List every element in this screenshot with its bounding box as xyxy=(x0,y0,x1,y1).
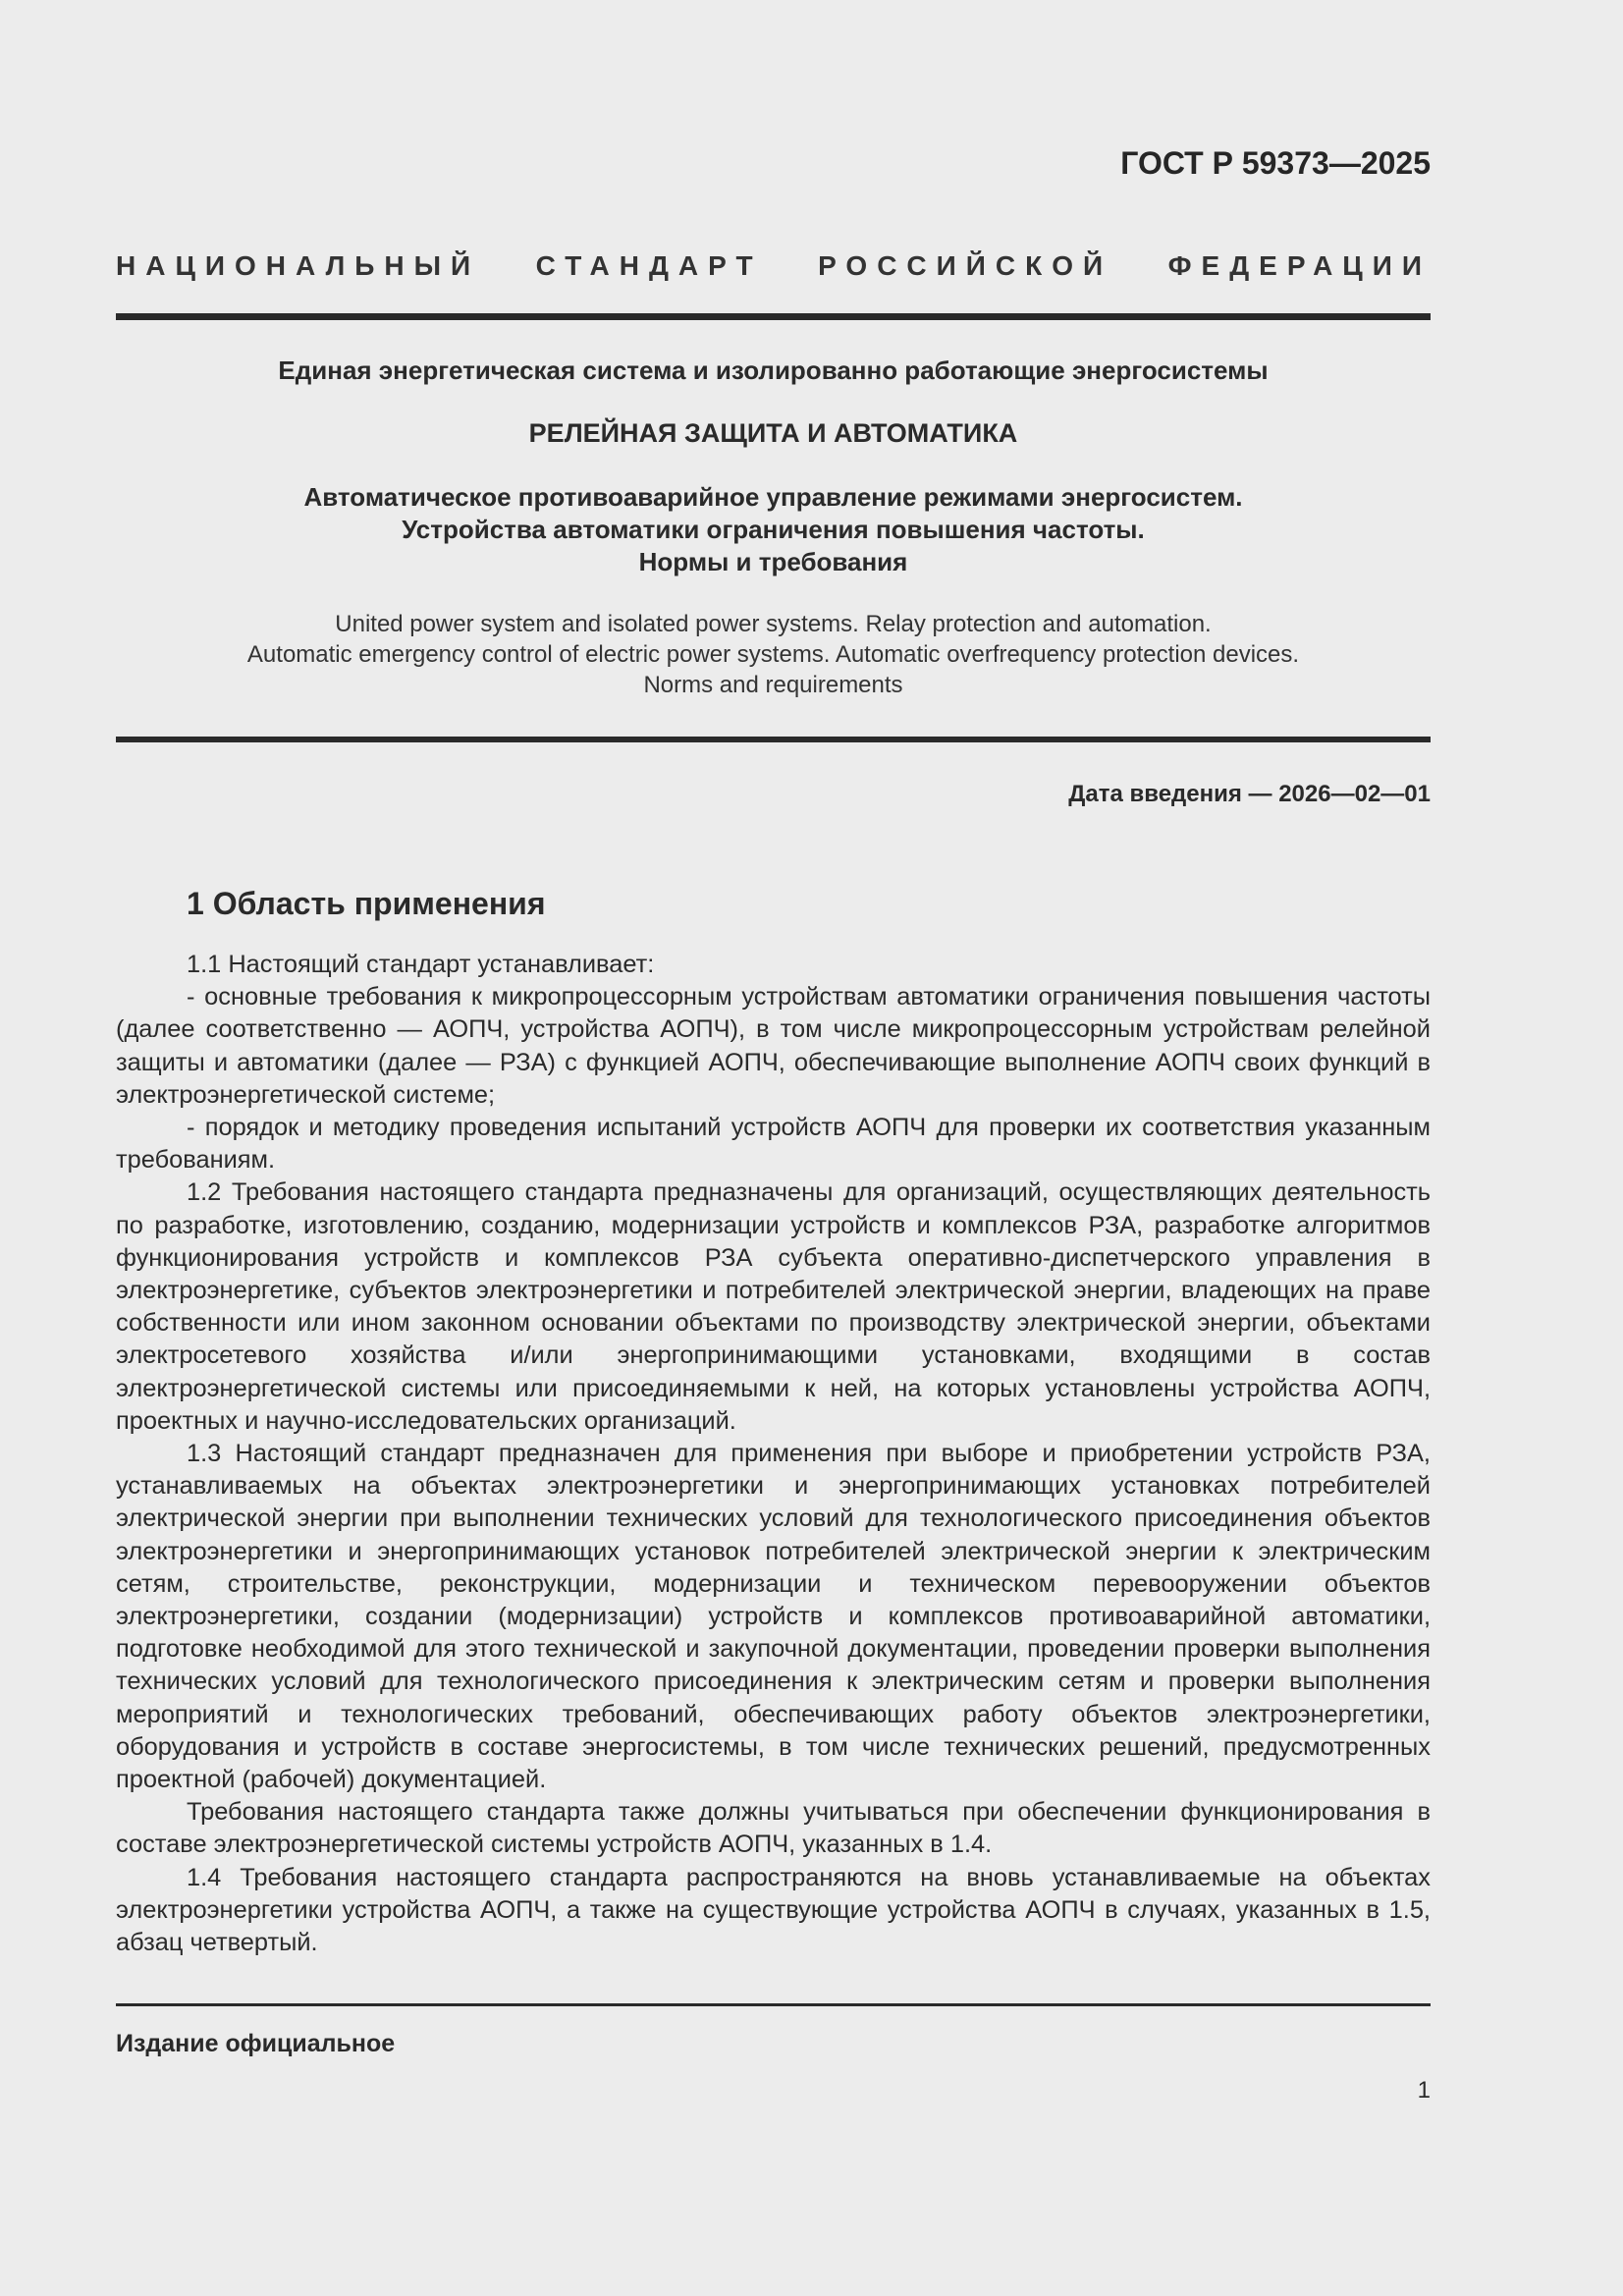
group-title: Единая энергетическая система и изолированно работающие энергосистемы xyxy=(278,355,1269,385)
gost-number: ГОСТ Р 59373—2025 xyxy=(1120,145,1431,181)
title-bottom-divider xyxy=(116,737,1431,742)
paragraph: Требования настоящего стандарта также должны учитываться при обеспечении функционирования в составе электроэнергетической системы устройств АОПЧ, указанных в 1.4. xyxy=(116,1798,1431,1859)
english-title-line: Norms and requirements xyxy=(643,672,903,698)
paragraph: 1.2 Требования настоящего стандарта предназначены для организаций, осуществляющих деятельность по разработке, изготовлению, созданию, модернизации устройств и комплексов РЗА, разработке алгоритмов функционирования устройств и комплексов РЗА субъекта оперативно-диспетчерского управления в электроэнергетике, субъектов электроэнергетики и потребителей электрической энергии, владеющих на праве собственности или ином законном основании объектами по производству электрической энергии, объектами электросетевого хозяйства и/или энергопринимающими установками, входящими в состав электроэнергетической системы или присоединяемыми к ней, на которых установлены устройства АОПЧ, проектных и научно-исследовательских организаций. xyxy=(116,1178,1431,1435)
english-title-line: Automatic emergency control of electric power systems. Automatic overfrequency protection devices. xyxy=(246,641,1300,668)
sub-title-line: Нормы и требования xyxy=(638,547,908,576)
sub-title-line: Автоматическое противоаварийное управление режимами энергосистем. xyxy=(303,482,1243,512)
page-number: 1 xyxy=(1417,2077,1431,2104)
footer-divider xyxy=(116,2003,1431,2006)
section-body xyxy=(116,949,1431,1959)
paragraph: 1.4 Требования настоящего стандарта распространяются на вновь устанавливаемые на объектах электроэнергетики устройства АОПЧ, а также на существующие устройства АОПЧ в случаях, указанных в 1.5, абзац четвертый. xyxy=(116,1863,1431,1957)
sub-title xyxy=(116,481,1431,578)
paragraph: 1.1 Настоящий стандарт устанавливает: xyxy=(187,951,655,978)
section-heading: 1 Область применения xyxy=(187,886,546,921)
english-title-line: United power system and isolated power systems. Relay protection and automation. xyxy=(335,611,1212,637)
paragraph: - порядок и методику проведения испытаний устройств АОПЧ для проверки их соответствия указанным требованиям. xyxy=(116,1114,1431,1175)
main-title: РЕЛЕЙНАЯ ЗАЩИТА И АВТОМАТИКА xyxy=(528,418,1018,448)
paragraph: - основные требования к микропроцессорным устройствам автоматики ограничения повышения частоты (далее соответственно — АОПЧ, устройства АОПЧ), в том числе микропроцессорным устройствам релейной защиты и автоматики (далее — РЗА) с функцией АОПЧ, обеспечивающие выполнение АОПЧ своих функций в электроэнергетической системе; xyxy=(116,983,1431,1109)
paragraph: 1.3 Настоящий стандарт предназначен для применения при выборе и приобретении устройств РЗА, устанавливаемых на объектах электроэнергетики и энергопринимающих установках потребителей электрической энергии при выполнении технических условий для технологического присоединения объектов электроэнергетики и энергопринимающих установок потребителей электрической энергии к электрическим сетям, строительстве, реконструкции, модернизации и техническом перевооружении объектов электроэнергетики, создании (модернизации) устройств и комплексов противоаварийной автоматики, подготовке необходимой для этого технической и закупочной документации, проведении проверки выполнения технических условий для технологического присоединения к электрическим сетям и проверки выполнения мероприятий и технологических требований, обеспечивающих работу объектов электроэнергетики, оборудования и устройств в составе энергосистемы, в том числе технических решений, предусмотренных проектной (рабочей) документацией. xyxy=(116,1440,1431,1794)
official-edition-label: Издание официальное xyxy=(116,2030,396,2057)
english-title xyxy=(116,609,1431,700)
national-standard-heading: НАЦИОНАЛЬНЫЙ СТАНДАРТ РОССИЙСКОЙ ФЕДЕРАЦИИ xyxy=(116,250,1432,281)
top-divider xyxy=(116,313,1431,320)
sub-title-line: Устройства автоматики ограничения повышения частоты. xyxy=(402,515,1145,544)
introduction-date: Дата введения — 2026—02—01 xyxy=(1068,781,1431,807)
